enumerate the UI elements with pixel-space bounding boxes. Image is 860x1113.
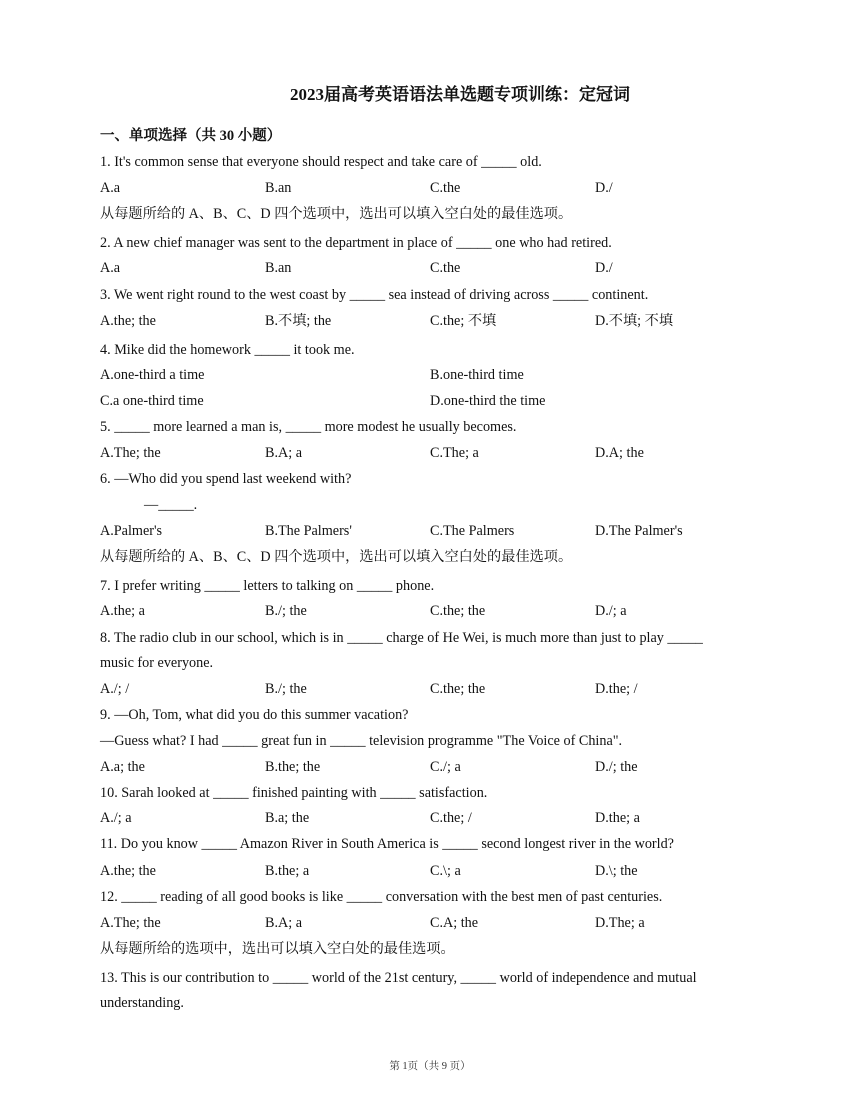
option-b[interactable]: B./; the [265,681,307,697]
options-row-11 [100,862,760,880]
question-1: 1. It's common sense that everyone should respect and take care of _____ old. [100,154,542,170]
question-7: 7. I prefer writing _____ letters to talking on _____ phone. [100,578,435,594]
option-d[interactable]: D./ [595,180,613,196]
option-d[interactable]: D.one-third the time [430,393,546,409]
option-c[interactable]: C./; a [430,759,461,775]
option-a[interactable]: A.a [100,180,121,196]
option-b[interactable]: B.the; the [265,759,321,775]
option-d[interactable]: D./; the [595,759,638,775]
option-d[interactable]: D.the; / [595,681,638,697]
question-11: 11. Do you know _____ Amazon River in South America is _____ second longest river in the world? [100,836,674,852]
option-b[interactable]: B.an [265,260,292,276]
question-4: 4. Mike did the homework _____ it took me. [100,342,355,358]
option-b[interactable]: B.A; a [265,445,303,461]
question-13-cont: understanding. [100,995,184,1011]
option-d[interactable]: D.不填; 不填 [595,313,674,329]
question-9-reply: —Guess what? I had _____ great fun in _____ television programme "The Voice of China". [100,733,623,749]
option-c[interactable]: C.The; a [430,445,479,461]
options-row-2 [100,259,760,277]
option-c[interactable]: C.The Palmers [430,523,515,539]
instruction-text: 从每题所给的 A、B、C、D 四个选项中，选出可以填入空白处的最佳选项。 [100,206,573,222]
options-row-3 [100,312,760,330]
option-d[interactable]: D./; a [595,603,627,619]
options-row-6 [100,522,760,540]
options-row-8 [100,680,760,698]
instruction-text: 从每题所给的 A、B、C、D 四个选项中，选出可以填入空白处的最佳选项。 [100,549,573,565]
option-c[interactable]: C.the; the [430,603,486,619]
option-a[interactable]: A.The; the [100,445,161,461]
question-6-reply: —_____. [144,497,198,513]
option-c[interactable]: C.the; the [430,681,486,697]
question-13: 13. This is our contribution to _____ world of the 21st century, _____ world of independence and mutual [100,970,697,986]
option-a[interactable]: A.Palmer's [100,523,163,539]
instruction-text: 从每题所给的选项中，选出可以填入空白处的最佳选项。 [100,941,455,957]
option-d[interactable]: D.The; a [595,915,645,931]
options-row-10 [100,809,760,827]
option-b[interactable]: B./; the [265,603,307,619]
options-row-4a [100,366,760,384]
option-c[interactable]: C.the [430,260,461,276]
option-b[interactable]: B.A; a [265,915,303,931]
option-a[interactable]: A.a; the [100,759,145,775]
question-2: 2. A new chief manager was sent to the department in place of _____ one who had retired. [100,235,612,251]
options-row-7 [100,602,760,620]
option-a[interactable]: A./; a [100,810,132,826]
options-row-1 [100,179,760,197]
option-c[interactable]: C.a one-third time [100,393,204,409]
question-6: 6. —Who did you spend last weekend with? [100,471,352,487]
option-c[interactable]: C.the; 不填 [430,313,497,329]
question-3: 3. We went right round to the west coast by _____ sea instead of driving across _____ continent. [100,287,649,303]
question-12: 12. _____ reading of all good books is like _____ conversation with the best men of past centuries. [100,889,663,905]
question-8: 8. The radio club in our school, which is in _____ charge of He Wei, is much more than just to play _____ [100,630,703,646]
option-a[interactable]: A.The; the [100,915,161,931]
options-row-9 [100,758,760,776]
option-d[interactable]: D.The Palmer's [595,523,683,539]
option-a[interactable]: A.the; the [100,313,156,329]
option-b[interactable]: B.不填; the [265,313,332,329]
question-10: 10. Sarah looked at _____ finished painting with _____ satisfaction. [100,785,488,801]
option-a[interactable]: A.the; the [100,863,156,879]
option-a[interactable]: A.one-third a time [100,367,205,383]
section-heading: 一、单项选择（共 30 小题） [100,128,282,144]
option-b[interactable]: B.a; the [265,810,310,826]
option-b[interactable]: B.The Palmers' [265,523,352,539]
question-8-cont: music for everyone. [100,655,214,671]
option-b[interactable]: B.an [265,180,292,196]
option-b[interactable]: B.the; a [265,863,310,879]
option-d[interactable]: D./ [595,260,613,276]
option-c[interactable]: C.the; / [430,810,472,826]
option-a[interactable]: A.the; a [100,603,145,619]
option-d[interactable]: D.A; the [595,445,644,461]
option-a[interactable]: A.a [100,260,121,276]
options-row-12 [100,914,760,932]
option-d[interactable]: D.the; a [595,810,640,826]
option-c[interactable]: C.\; a [430,863,461,879]
document-title: 2023届高考英语语法单选题专项训练：定冠词 [290,85,630,104]
question-9: 9. —Oh, Tom, what did you do this summer vacation? [100,707,409,723]
options-row-5 [100,444,760,462]
option-b[interactable]: B.one-third time [430,367,524,383]
page-footer: 第 1页（共 9 页） [389,1061,471,1072]
option-c[interactable]: C.A; the [430,915,479,931]
options-row-4b [100,392,760,410]
option-a[interactable]: A./; / [100,681,130,697]
option-c[interactable]: C.the [430,180,461,196]
question-5: 5. _____ more learned a man is, _____ more modest he usually becomes. [100,419,517,435]
option-d[interactable]: D.\; the [595,863,638,879]
